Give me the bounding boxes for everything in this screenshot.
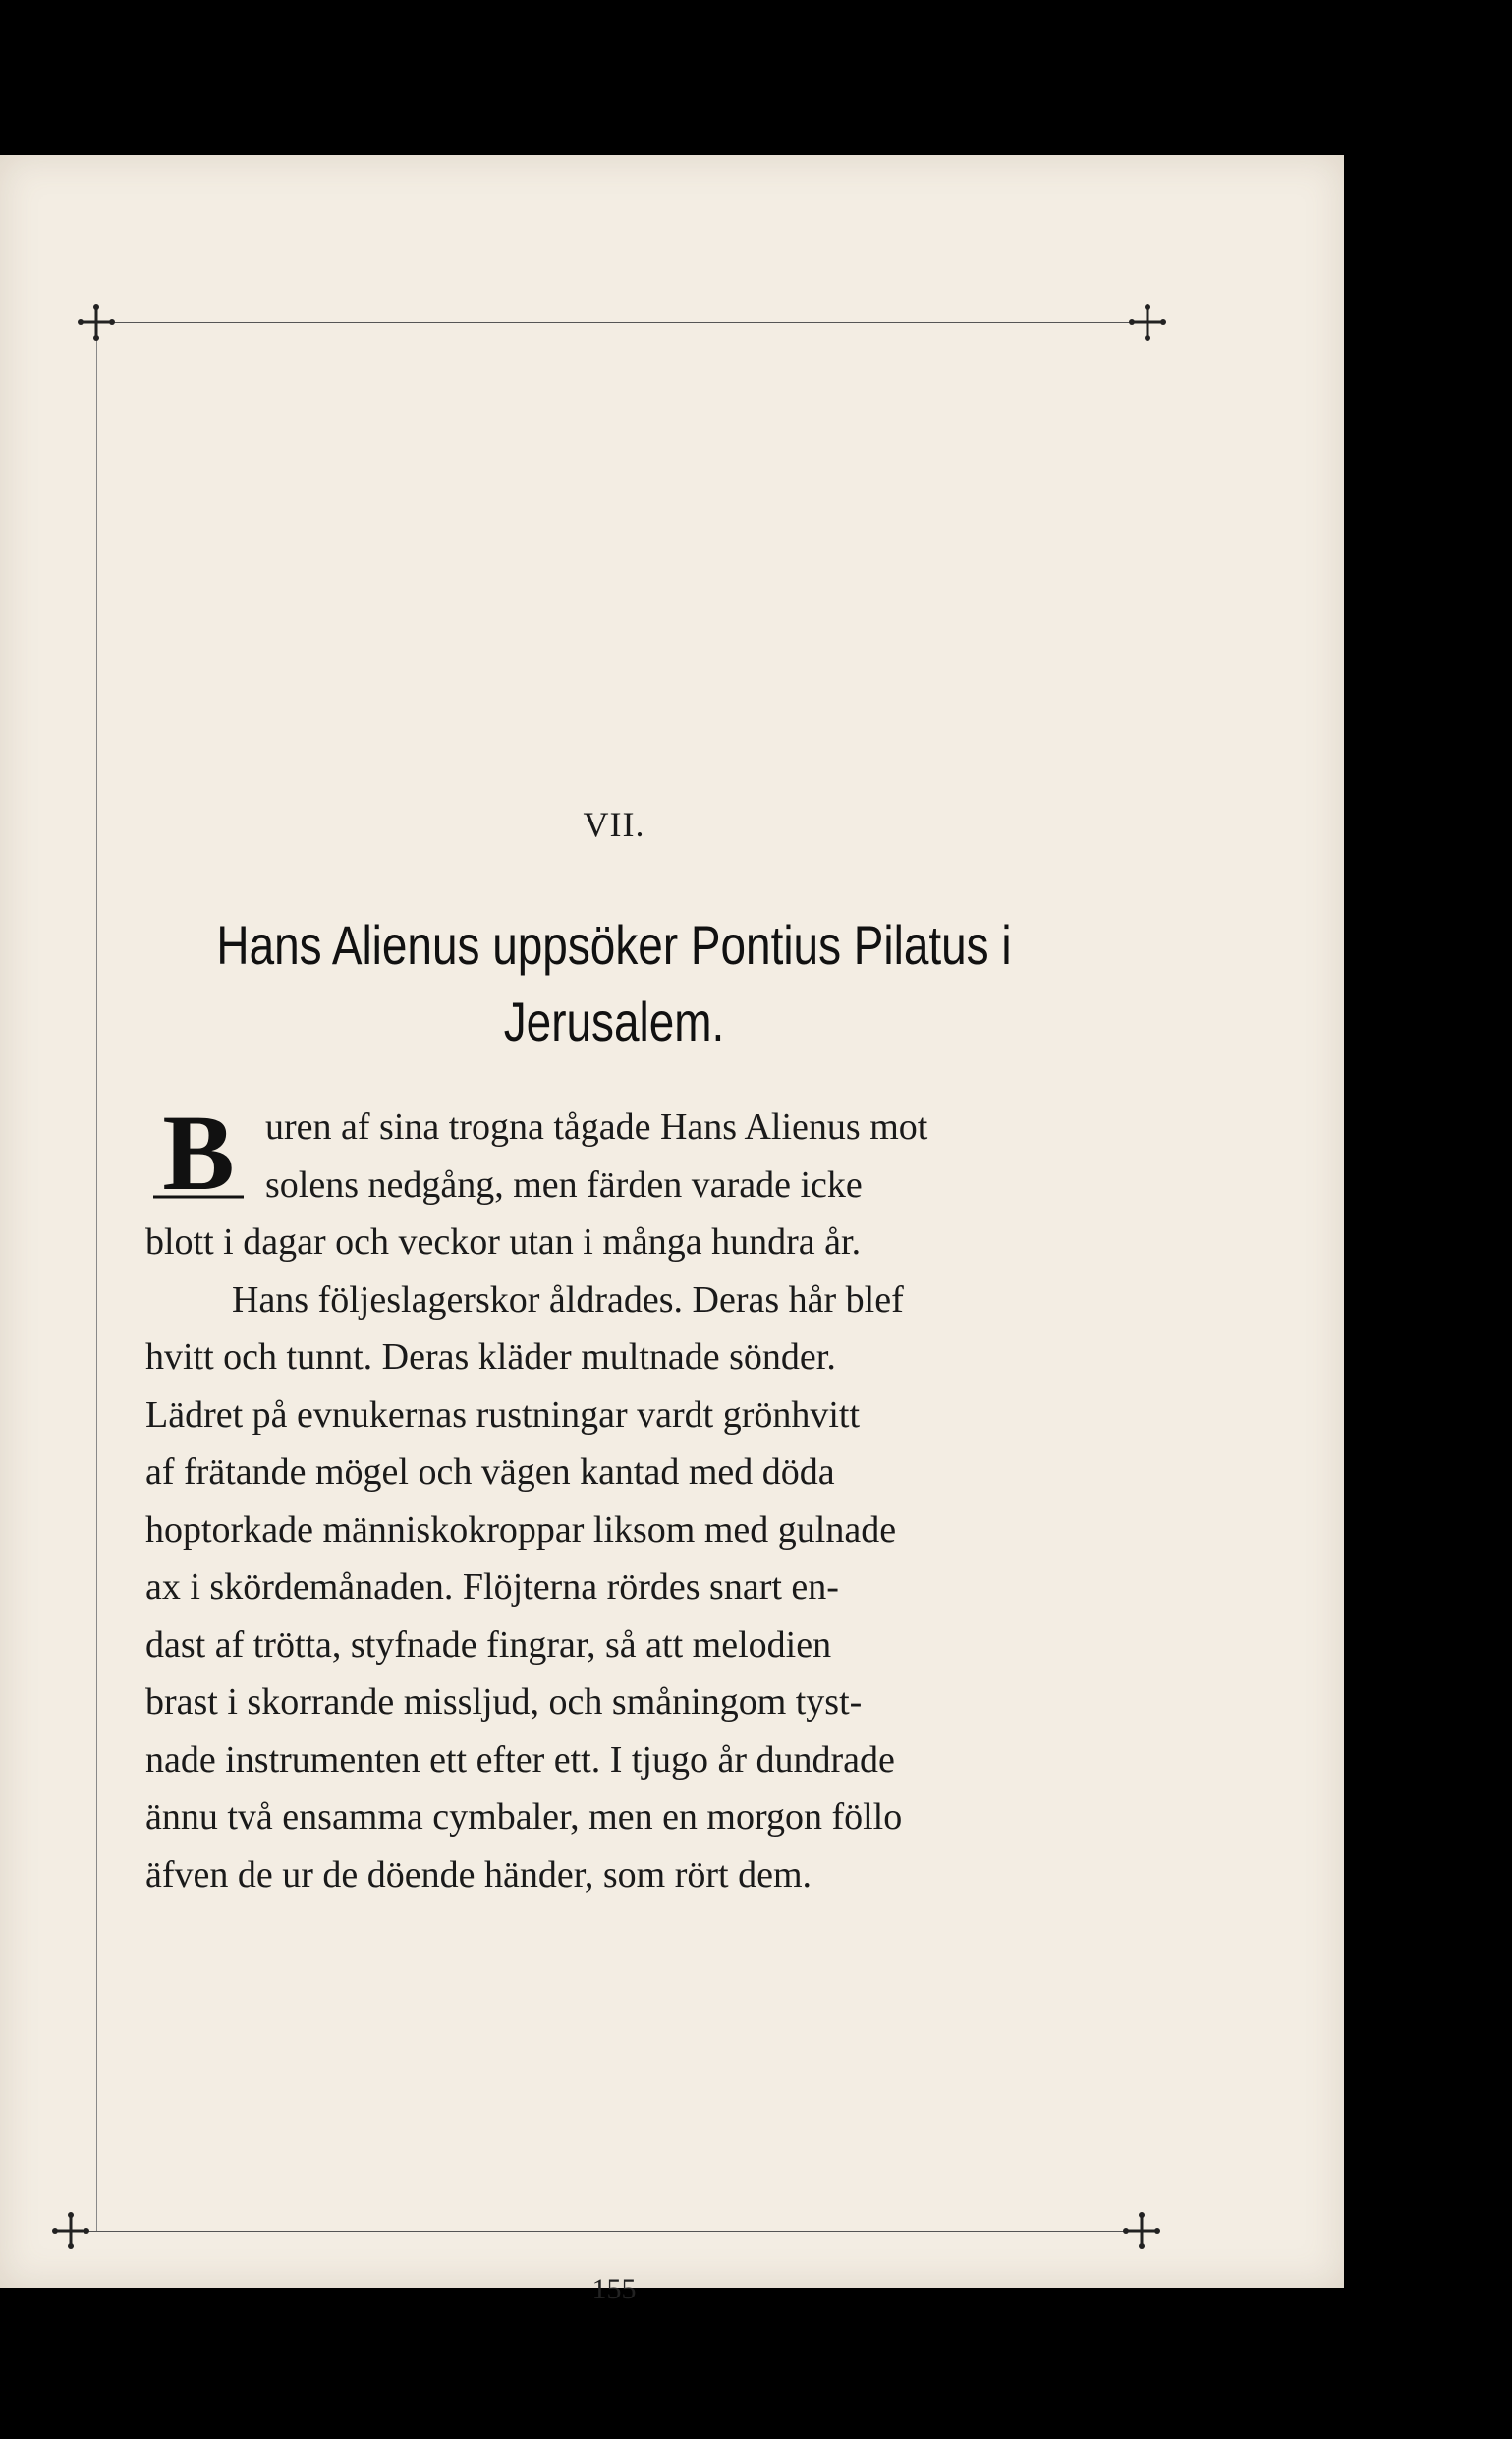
text-line: af frätande mögel och vägen kantad med döda xyxy=(145,1451,835,1493)
text-line: äfven de ur de döende händer, som rört dem. xyxy=(145,1853,812,1896)
chapter-title-line: Hans Alienus uppsöker Pontius Pilatus i xyxy=(216,914,1012,976)
text-line: ännu två ensamma cymbaler, men en morgon föllo xyxy=(145,1796,903,1838)
cross-ornament-icon xyxy=(1128,303,1167,342)
body-text xyxy=(145,1099,1074,1903)
book-page xyxy=(0,155,1344,2305)
text-line: solens nedgång, men färden varade icke xyxy=(265,1163,863,1206)
text-line: dast af trötta, styfnade fingrar, så att melodien xyxy=(145,1623,832,1666)
chapter-number: VII. xyxy=(583,805,645,844)
cross-ornament-icon xyxy=(77,303,116,342)
drop-cap-letter: B xyxy=(162,1103,235,1203)
drop-cap-initial xyxy=(145,1103,252,1203)
frame-rule-top xyxy=(86,322,1157,323)
cross-ornament-icon xyxy=(51,2211,90,2250)
cross-ornament-icon xyxy=(1122,2211,1161,2250)
text-line: Lädret på evnukernas rustningar vardt grönhvitt xyxy=(145,1393,861,1436)
text-line: nade instrumenten ett efter ett. I tjugo år dundrade xyxy=(145,1738,895,1781)
text-line: blott i dagar och veckor utan i många hundra år. xyxy=(145,1221,862,1263)
text-line: Hans följeslagerskor åldrades. Deras hår blef xyxy=(232,1278,904,1321)
frame-rule-left xyxy=(96,324,97,2231)
text-line: hvitt och tunnt. Deras kläder multnade sönder. xyxy=(145,1336,836,1378)
text-line: brast i skorrande missljud, och småningom tyst- xyxy=(145,1681,863,1723)
frame-rule-bottom xyxy=(71,2231,1142,2232)
chapter-title-line: Jerusalem. xyxy=(503,991,725,1052)
text-line: hoptorkade människokroppar liksom med gulnade xyxy=(145,1508,897,1551)
text-line: ax i skördemånaden. Flöjterna rördes snart en- xyxy=(145,1566,839,1608)
page-number: 155 xyxy=(591,2273,637,2305)
text-line: uren af sina trogna tågade Hans Alienus mot xyxy=(265,1106,928,1148)
chapter-title xyxy=(207,907,1021,1060)
